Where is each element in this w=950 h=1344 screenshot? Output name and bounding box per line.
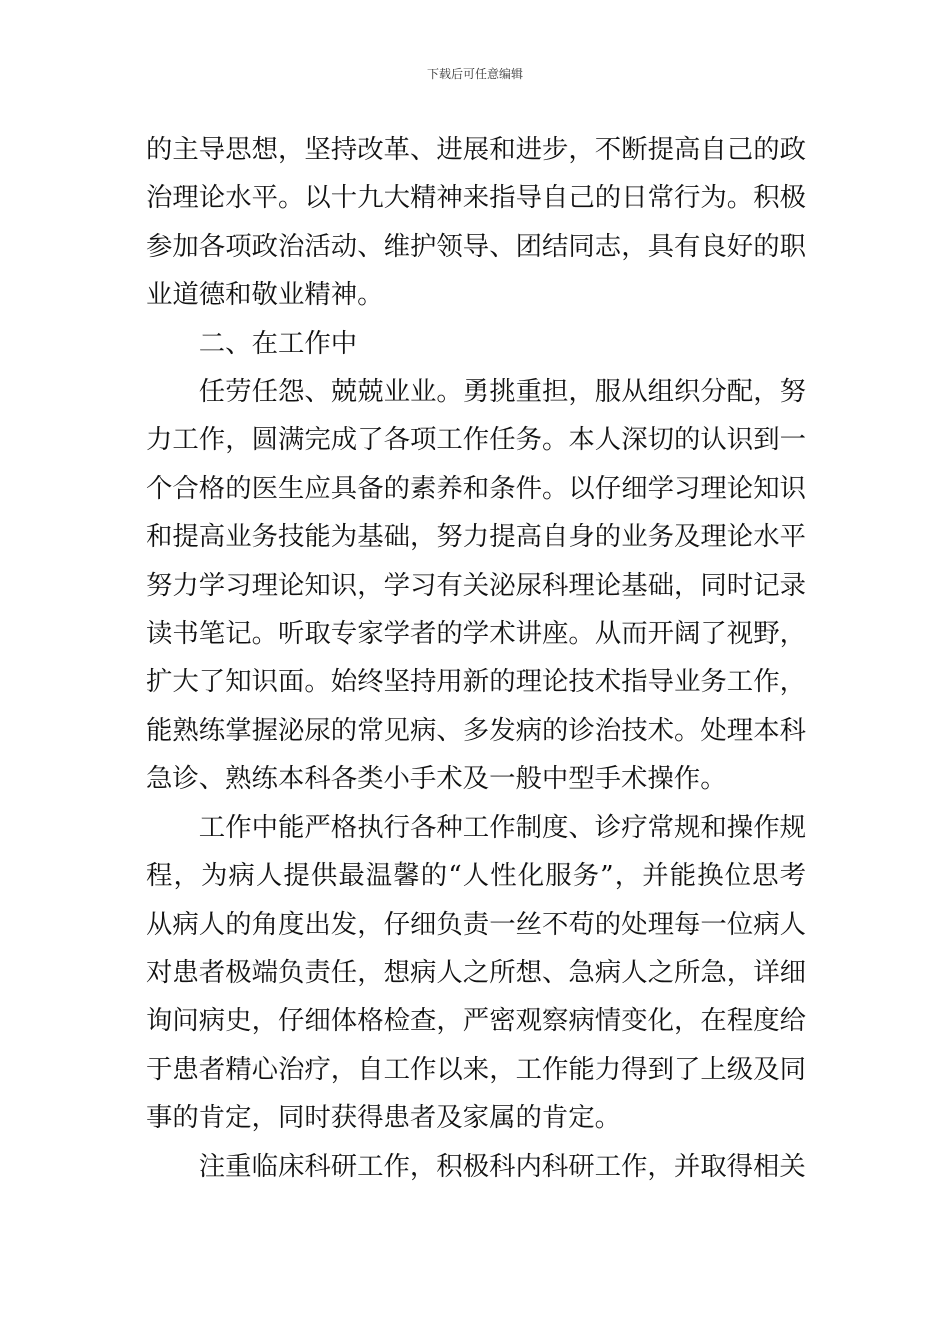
document-body [146, 126, 806, 1191]
paragraph-work-attitude: 任劳任怨、兢兢业业。勇挑重担，服从组织分配，努力工作，圆满完成了各项工作任务。本人深切的认识到一个合格的医生应具备的素养和条件。以仔细学习理论知识和提高业务技能为基础，努力提高自身的业务及理论水平努力学习理论知识，学习有关泌尿科理论基础，同时记录读书笔记。听取专家学者的学术讲座。从而开阔了视野，扩大了知识面。始终坚持用新的理论技术指导业务工作，能熟练掌握泌尿的常见病、多发病的诊治技术。处理本科急诊、熟练本科各类小手术及一般中型手术操作。 [146, 376, 806, 795]
section-heading-work: 二、在工作中 [198, 327, 358, 359]
paragraph-clinical-research: 注重临床科研工作，积极科内科研工作，并取得相关 [198, 1150, 806, 1182]
paragraph-political-thought: 的主导思想，坚持改革、进展和进步，不断提高自己的政治理论水平。以十九大精神来指导自己的日常行为。积极参加各项政治活动、维护领导、团结同志，具有良好的职业道德和敬业精神。 [146, 134, 806, 311]
paragraph-work-standards: 工作中能严格执行各种工作制度、诊疗常规和操作规程，为病人提供最温馨的“人性化服务”，并能换位思考从病人的角度出发，仔细负责一丝不苟的处理每一位病人对患者极端负责任，想病人之所想、急病人之所急，详细询问病史，仔细体格检查，严密观察病情变化，在程度给于患者精心治疗，自工作以来，工作能力得到了上级及同事的肯定，同时获得患者及家属的肯定。 [146, 811, 806, 1134]
page-header: 下载后可任意编辑 [426, 67, 523, 81]
